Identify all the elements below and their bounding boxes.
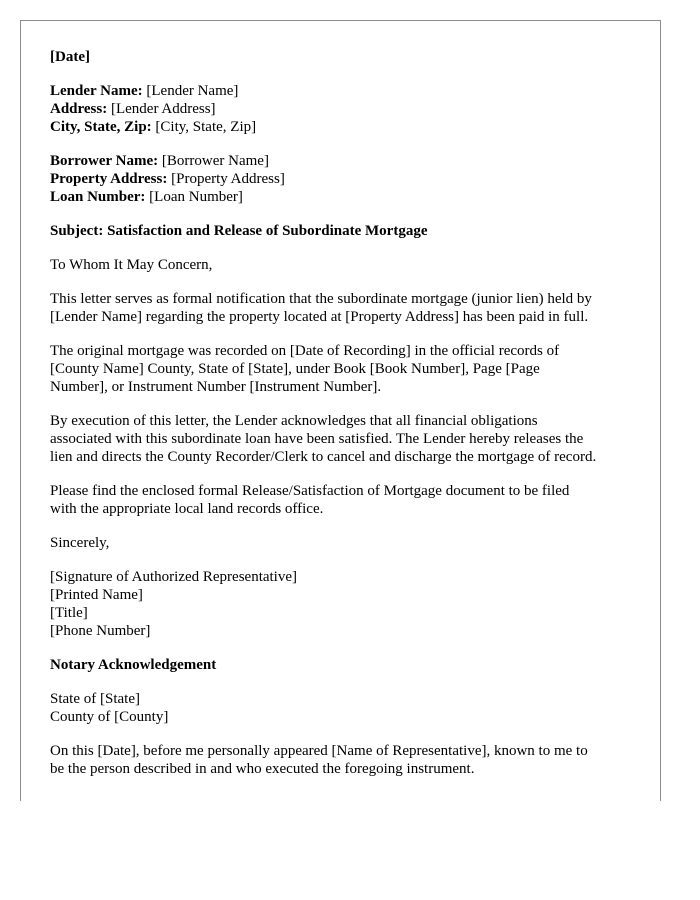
lender-city-value: [City, State, Zip] [151, 119, 257, 135]
lender-block [50, 82, 640, 136]
paragraph-notification [50, 290, 640, 326]
salutation: To Whom It May Concern, [50, 257, 213, 273]
printed-name: [Printed Name] [50, 587, 143, 603]
loan-number-line [50, 188, 640, 206]
paragraph-line: This letter serves as formal notification that the subordinate mortgage (junior lien) held by [50, 291, 592, 307]
paragraph-line: lien and directs the County Recorder/Clerk to cancel and discharge the mortgage of record. [50, 449, 597, 465]
notary-venue [50, 690, 640, 726]
property-address-value: [Property Address] [167, 171, 285, 187]
closing: Sincerely, [50, 535, 110, 551]
letter-page [20, 20, 661, 801]
notary-statement [50, 742, 640, 778]
paragraph-line: with the appropriate local land records office. [50, 501, 324, 517]
paragraph-enclosure [50, 482, 640, 518]
borrower-block [50, 152, 640, 206]
lender-name-label: Lender Name: [50, 83, 143, 99]
notary-heading: Notary Acknowledgement [50, 657, 217, 673]
paragraph-line: By execution of this letter, the Lender acknowledges that all financial obligations [50, 413, 538, 429]
lender-city-label: City, State, Zip: [50, 119, 152, 135]
loan-number-label: Loan Number: [50, 189, 146, 205]
borrower-name-label: Borrower Name: [50, 153, 159, 169]
paragraph-line: be the person described in and who executed the foregoing instrument. [50, 761, 475, 777]
signature-block [50, 568, 640, 640]
subject-line: Subject: Satisfaction and Release of Subordinate Mortgage [50, 223, 428, 239]
paragraph-line: [Lender Name] regarding the property located at [Property Address] has been paid in full. [50, 309, 589, 325]
lender-address-line [50, 100, 640, 118]
date-block [50, 48, 640, 66]
property-address-line [50, 170, 640, 188]
lender-name-line [50, 82, 640, 100]
paragraph-release [50, 412, 640, 466]
lender-city-line [50, 118, 640, 136]
letter-content [50, 48, 640, 794]
signer-title: [Title] [50, 605, 88, 621]
borrower-name-value: [Borrower Name] [158, 153, 269, 169]
borrower-name-line [50, 152, 640, 170]
lender-name-value: [Lender Name] [142, 83, 239, 99]
notary-county: County of [County] [50, 709, 169, 725]
paragraph-line: [County Name] County, State of [State], under Book [Book Number], Page [Page [50, 361, 540, 377]
paragraph-line: associated with this subordinate loan have been satisfied. The Lender hereby releases the [50, 431, 584, 447]
paragraph-line: The original mortgage was recorded on [Date of Recording] in the official records of [50, 343, 560, 359]
paragraph-line: On this [Date], before me personally appeared [Name of Representative], known to me to [50, 743, 588, 759]
notary-state: State of [State] [50, 691, 140, 707]
loan-number-value: [Loan Number] [145, 189, 243, 205]
signature-line: [Signature of Authorized Representative] [50, 569, 298, 585]
paragraph-line: Please find the enclosed formal Release/Satisfaction of Mortgage document to be filed [50, 483, 570, 499]
property-address-label: Property Address: [50, 171, 168, 187]
lender-address-label: Address: [50, 101, 108, 117]
paragraph-line: Number], or Instrument Number [Instrument Number]. [50, 379, 382, 395]
paragraph-recording [50, 342, 640, 396]
lender-address-value: [Lender Address] [107, 101, 216, 117]
letter-date: [Date] [50, 49, 90, 65]
signer-phone: [Phone Number] [50, 623, 151, 639]
